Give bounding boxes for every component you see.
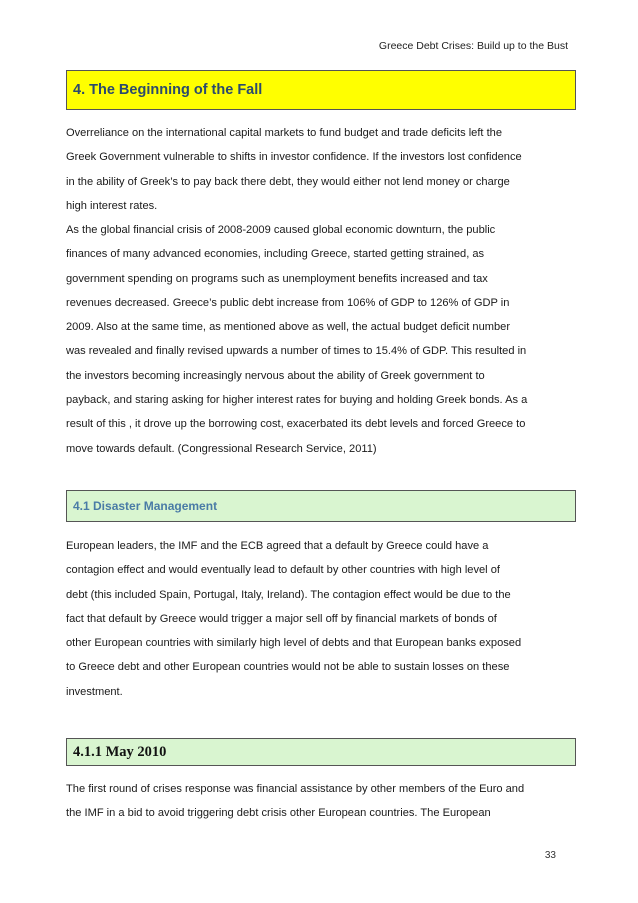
- text-line: investment.: [66, 685, 123, 698]
- text-line: revenues decreased. Greece’s public debt increase from 106% of GDP to 126% of GDP in: [66, 296, 510, 309]
- text-line: As the global financial crisis of 2008-2009 caused global economic downturn, the public: [66, 224, 496, 236]
- section-heading-4: 4. The Beginning of the Fall: [66, 70, 576, 110]
- paragraph-global-crisis: [66, 218, 578, 461]
- text-line: contagion effect and would eventually lead to default by other countries with high level of: [66, 564, 500, 577]
- text-line: The first round of crises response was financial assistance by other members of the Euro and: [66, 783, 525, 795]
- text-line: result of this , it drove up the borrowing cost, exacerbated its debt levels and forced Greece to: [66, 418, 526, 431]
- text-line: government spending on programs such as unemployment benefits increased and tax: [66, 272, 488, 285]
- section-heading-4-1-1: 4.1.1 May 2010: [66, 738, 576, 766]
- running-header: Greece Debt Crises: Build up to the Bust: [378, 40, 568, 52]
- text-line: debt (this included Spain, Portugal, Italy, Ireland). The contagion effect would be due to the: [66, 588, 511, 601]
- text-line: 2009. Also at the same time, as mentioned above as well, the actual budget deficit number: [66, 321, 511, 334]
- page-number: 33: [544, 850, 556, 858]
- text-line: Greek Government vulnerable to shifts in investor confidence. If the investors lost confidence: [66, 151, 522, 164]
- text-line: was revealed and finally revised upwards a number of times to 15.4% of GDP. This resulted in: [66, 345, 527, 358]
- text-line: high interest rates.: [66, 199, 158, 212]
- text-line: payback, and staring asking for higher interest rates for buying and holding Greek bonds. As a: [66, 394, 528, 407]
- text-line: Overreliance on the international capital markets to fund budget and trade deficits left the: [66, 127, 502, 139]
- section-heading-4-1: 4.1 Disaster Management: [66, 490, 576, 522]
- text-line: European leaders, the IMF and the ECB agreed that a default by Greece could have a: [66, 540, 489, 552]
- text-line: to Greece debt and other European countries would not be able to sustain losses on these: [66, 661, 510, 674]
- text-line: other European countries with similarly high level of debts and that European banks exposed: [66, 637, 522, 650]
- text-line: the investors becoming increasingly nervous about the ability of Greek government to: [66, 369, 485, 382]
- paragraph-disaster-management: [66, 534, 578, 704]
- text-line: the IMF in a bid to avoid triggering debt crisis other European countries. The European: [66, 807, 491, 820]
- text-line: move towards default. (Congressional Research Service, 2011): [66, 442, 377, 455]
- paragraph-overreliance: [66, 121, 578, 218]
- text-line: fact that default by Greece would trigger a major sell off by financial markets of bonds of: [66, 612, 497, 625]
- text-line: finances of many advanced economies, including Greece, started getting strained, as: [66, 248, 485, 261]
- text-line: in the ability of Greek’s to pay back there debt, they would either not lend money or charge: [66, 175, 510, 188]
- paragraph-may-2010: [66, 777, 578, 826]
